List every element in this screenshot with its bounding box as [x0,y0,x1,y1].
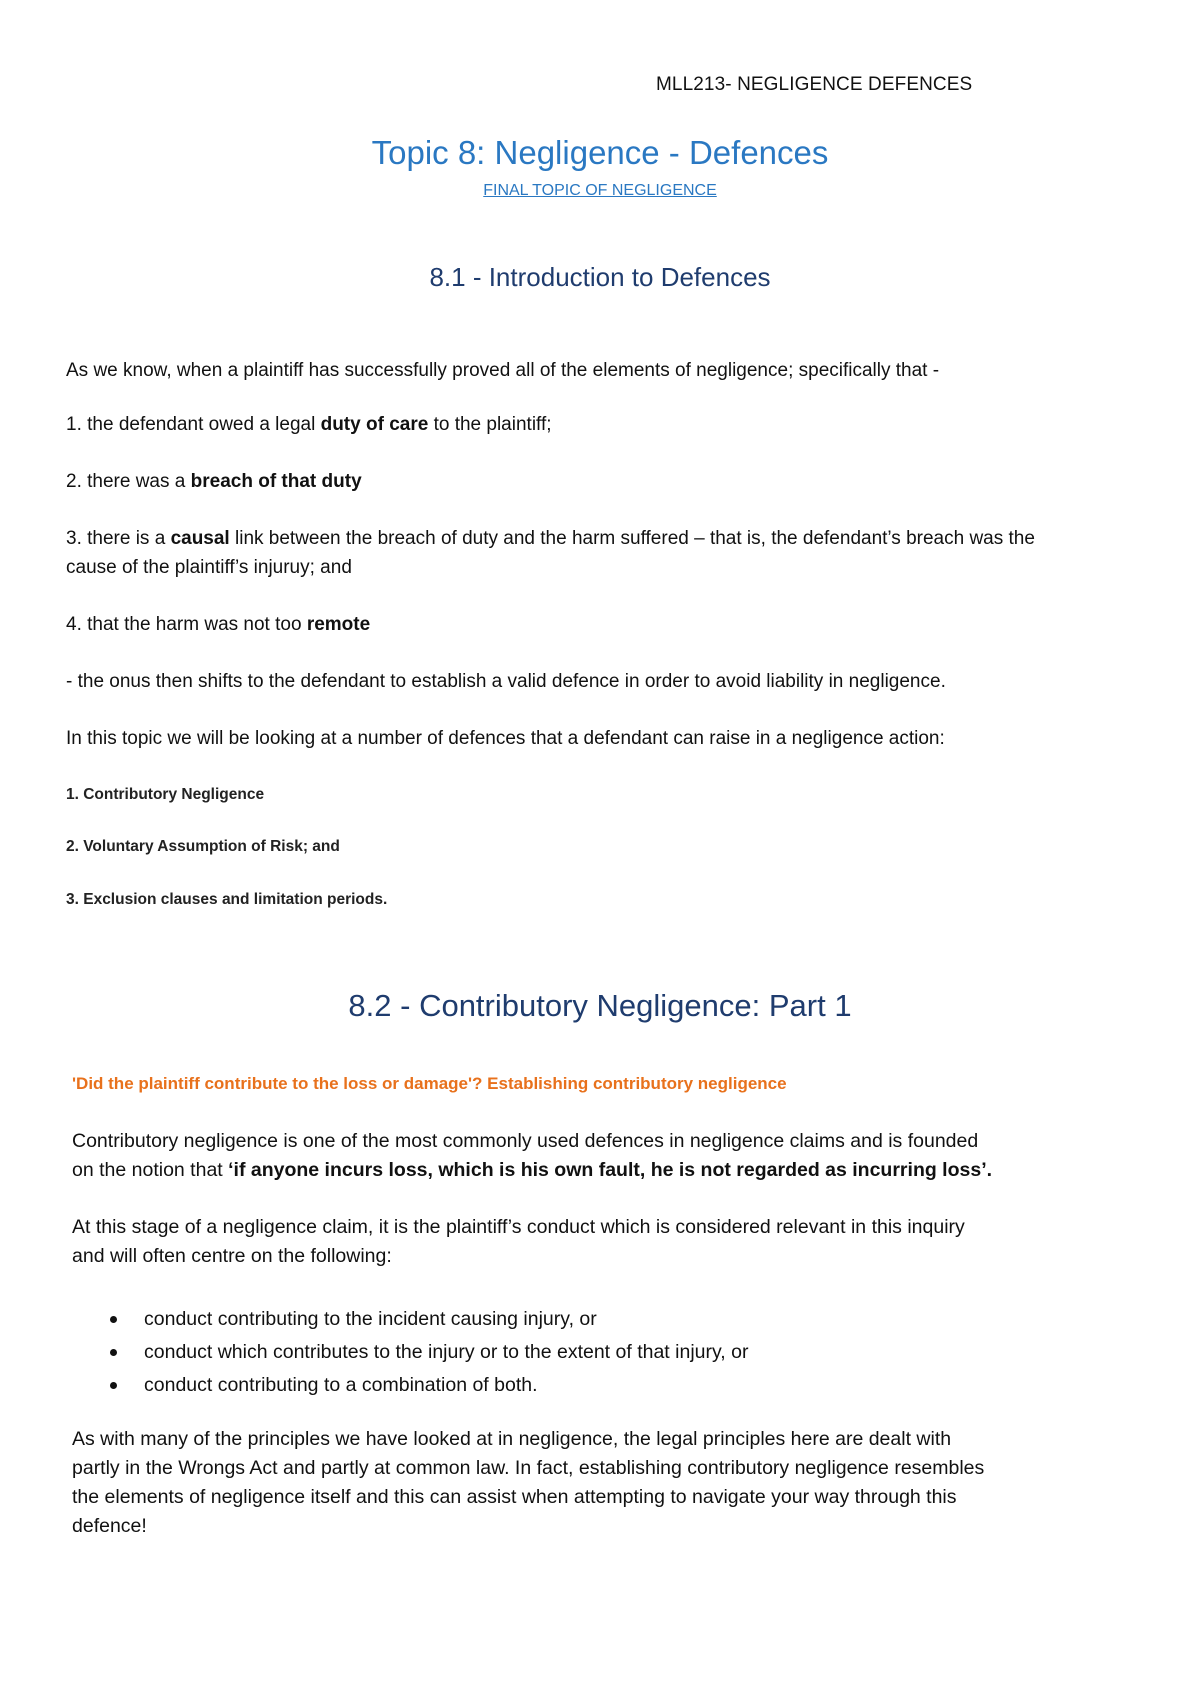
section-heading-8-1: 8.1 - Introduction to Defences [429,262,771,292]
section-heading-8-2: 8.2 - Contributory Negligence: Part 1 [348,988,852,1023]
element-4: 4. that the harm was not too remote [66,614,371,635]
defences-intro-paragraph: In this topic we will be looking at a number of defences that a defendant can raise in a negligence action: [66,728,945,749]
section-question: 'Did the plaintiff contribute to the loss or damage'? Establishing contributory negligence [72,1074,787,1093]
element-3: 3. there is a causal link between the breach of duty and the harm suffered – that is, the defendant’s breach was the cause of the plaintiff’s injuruy; and [66,528,1035,578]
document-title: Topic 8: Negligence - Defences [371,134,829,171]
document-subtitle: FINAL TOPIC OF NEGLIGENCE [483,182,717,199]
onus-paragraph: - the onus then shifts to the defendant to establish a valid defence in order to avoid liability in negligence. [66,671,946,692]
running-header: MLL213- NEGLIGENCE DEFENCES [656,74,973,95]
element-1: 1. the defendant owed a legal duty of care to the plaintiff; [66,414,552,435]
defence-item-3: 3. Exclusion clauses and limitation periods. [66,891,388,908]
bullet-icon [110,1382,117,1389]
element-2: 2. there was a breach of that duty [66,471,362,492]
paragraph-2: At this stage of a negligence claim, it is the plaintiff’s conduct which is considered relevant in this inquiry and will often centre on the following: [72,1216,965,1267]
document-page: MLL213- NEGLIGENCE DEFENCES Topic 8: Negligence - Defences FINAL TOPIC OF NEGLIGENCE 8.1 - Introduction to Defences As we know, when a plaintiff has successfully proved all of the elements of negligence; specifically that - 1. the defendant owed a legal duty of care to the plaintiff; 2. there was a breach of that duty 3. there is a causal link between the breach of duty and the harm suffered – that is, the defendant’s breach was the cause of the plaintiff’s injuruy; and 4. that the harm was not too remote - the onus then shifts to the defendant to establish a valid defence in order to avoid liability in negligence. In this topic we will be looking at a number of defences that a defendant can raise in a negligence action: 1. Contributory Negligence 2. Voluntary Assumption of Risk; and 3. Exclusion clauses and limitation periods. 8.2 - Contributory Negligence: Part 1 'Did the plaintiff contribute to the loss or damage'? Establishing contributory negligence Contributory negligence is one of the most commonly used defences in negligence claims and is founded on the notion that ‘if anyone incurs loss, which is his own fault, he is not regarded as incurring loss’. At this stage of a negligence claim, it is the plaintiff’s conduct which is considered relevant in this inquiry and will often centre on the following: conduct contributing to the incident causing injury, or conduct which contributes to the injury or to the extent of that injury, or conduct contributing to a combination of both. As with many of the principles we have looked at in negligence, the legal principles here are dealt with partly in the Wrongs Act and partly at common law. In fact, establishing contributory negligence resembles the elements of negligence itself and this can assist when attempting to navigate your way through this defence! [0,0,1200,1698]
defence-item-2: 2. Voluntary Assumption of Risk; and [66,838,340,855]
defence-item-1: 1. Contributory Negligence [66,786,265,803]
bullet-icon [110,1316,117,1323]
intro-paragraph: As we know, when a plaintiff has successfully proved all of the elements of negligence; specifically that - [66,360,940,381]
paragraph-3: As with many of the principles we have looked at in negligence, the legal principles here are dealt with partly in the Wrongs Act and partly at common law. In fact, establishing contributory negligence resembles the elements of negligence itself and this can assist when attempting to navigate your way through this defence! [72,1428,985,1537]
paragraph-1: Contributory negligence is one of the most commonly used defences in negligence claims and is founded on the notion that ‘if anyone incurs loss, which is his own fault, he is not regarded as incurring loss’. [72,1130,993,1181]
bullet-icon [110,1349,117,1356]
